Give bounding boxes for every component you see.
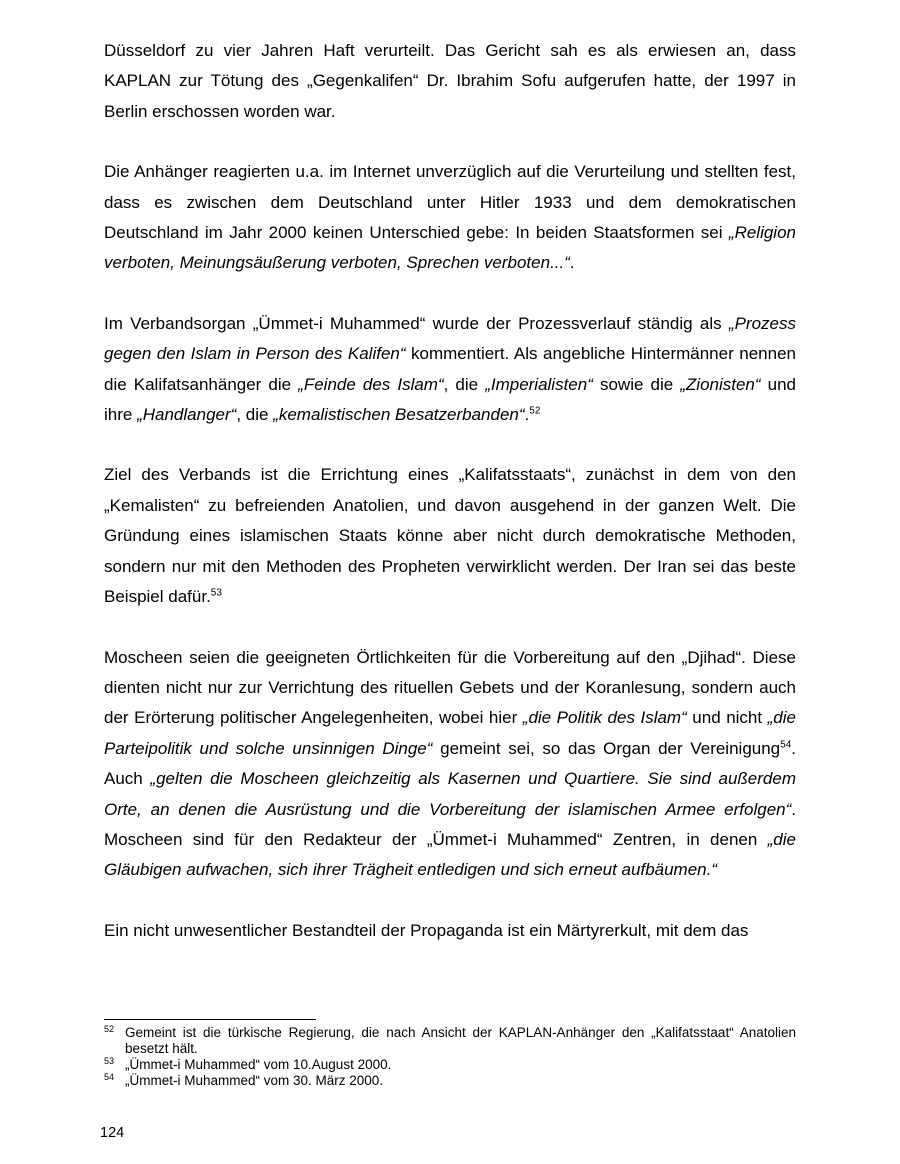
footnote-text: Gemeint ist die türkische Regierung, die nach Ansicht der KAPLAN-Anhänger den „Kalifatsstaat“ Anatolien besetzt hält. xyxy=(125,1025,796,1056)
footnote-54 xyxy=(104,1073,796,1089)
quote: „Religion verboten, Meinungsäußerung verboten, Sprechen verboten...“ xyxy=(104,223,796,273)
text-segment: Die Anhänger reagierten u.a. im Internet unverzüglich auf die Verurteilung und stellten fest, dass es zwischen dem Deutschland unter Hitler 1933 und dem demokratischen Deutschland im Jahr 2000 keinen Unterschied gebe: In beiden Staatsformen sei xyxy=(104,162,796,243)
footnote-52 xyxy=(104,1025,796,1057)
paragraph xyxy=(104,460,796,612)
quote: „kemalistischen Besatzerbanden“ xyxy=(273,405,525,425)
paragraph xyxy=(104,36,796,127)
text-segment: gemeint sei, so das Organ der Vereinigung xyxy=(432,738,781,758)
text-segment: Moscheen seien die geeigneten Örtlichkeiten für die Vorbereitung auf den „Djihad“. Diese dienten nicht nur zur Verrichtung des rituellen Gebets und der Koranlesung, sondern auch der Erörterung politischer Angelegenheiten, wobei hier xyxy=(104,647,796,728)
quote: „die Gläubigen aufwachen, sich ihrer Trägheit entledigen und sich erneut aufbäumen.“ xyxy=(104,829,796,880)
footnote-number: 52 xyxy=(104,1024,115,1034)
paragraph xyxy=(104,157,796,279)
text-segment: und ihre xyxy=(104,374,796,425)
text-segment: , die xyxy=(443,374,486,394)
footnote-text: „Ümmet-i Muhammed“ vom 10.August 2000. xyxy=(125,1057,392,1072)
footnote-text: „Ümmet-i Muhammed“ vom 30. März 2000. xyxy=(125,1073,384,1088)
footnote-ref-54[interactable]: 54 xyxy=(780,739,792,751)
footnote-ref-52[interactable]: 52 xyxy=(529,405,541,417)
text-segment: sowie die xyxy=(592,374,681,394)
footnote-53 xyxy=(104,1057,796,1073)
quote: „gelten die Moscheen gleichzeitig als Kasernen und Quartiere. Sie sind außerdem Orte, an denen die Ausrüstung und die Vorbereitung der islamischen Armee erfolgen“ xyxy=(104,769,796,819)
text-segment: , die xyxy=(236,405,274,425)
quote: „Feinde des Islam“ xyxy=(298,374,444,394)
text-segment: und nicht xyxy=(686,708,768,728)
paragraph xyxy=(104,309,796,431)
paragraph xyxy=(104,643,796,886)
quote: „Imperialisten“ xyxy=(485,374,593,394)
text-segment: . Auch xyxy=(104,738,796,789)
footnote-number: 53 xyxy=(104,1056,115,1066)
text-segment: Ziel des Verbands ist die Errichtung eines „Kalifatsstaats“, zunächst in dem von den „Kemalisten“ zu befreienden Anatolien, und davon ausgehend in der ganzen Welt. Die Gründung eines islamischen Staats könne aber nicht durch demokratische Methoden, sondern nur mit den Methoden des Propheten verwirklicht werden. Der Iran sei das beste Beispiel dafür. xyxy=(104,465,796,607)
quote: „Handlanger“ xyxy=(137,405,237,425)
page-number: 124 xyxy=(100,1125,125,1141)
quote: „die Politik des Islam“ xyxy=(522,708,687,728)
footnote-ref-53[interactable]: 53 xyxy=(210,587,222,599)
paragraph xyxy=(104,916,796,946)
text-segment: . Moscheen sind für den Redakteur der „Ümmet-i Muhammed“ Zentren, in denen xyxy=(104,799,796,849)
main-text xyxy=(104,36,796,976)
quote: „die Parteipolitik und solche unsinnigen Dinge“ xyxy=(104,708,796,758)
text-segment: Düsseldorf zu vier Jahren Haft verurteilt. Das Gericht sah es als erwiesen an, dass KAPLAN zur Tötung des „Gegenkalifen“ Dr. Ibrahim Sofu aufgerufen hatte, der 1997 in Berlin erschossen worden war. xyxy=(104,41,796,121)
footnote-number: 54 xyxy=(104,1072,115,1082)
text-segment: kommentiert. Als angebliche Hintermänner nennen die Kalifatsanhänger die xyxy=(104,344,796,394)
footnote-divider xyxy=(104,1019,316,1020)
text-segment: . xyxy=(569,253,575,273)
text-segment: Ein nicht unwesentlicher Bestandteil der Propaganda ist ein Märtyrerkult, mit dem das xyxy=(104,920,749,940)
quote: „Zionisten“ xyxy=(680,374,761,394)
text-segment: . xyxy=(524,405,530,425)
footnotes xyxy=(104,1025,796,1089)
text-segment: Im Verbandsorgan „Ümmet-i Muhammed“ wurde der Prozessverlauf ständig als xyxy=(104,313,729,333)
quote: „Prozess gegen den Islam in Person des Kalifen“ xyxy=(104,313,796,364)
